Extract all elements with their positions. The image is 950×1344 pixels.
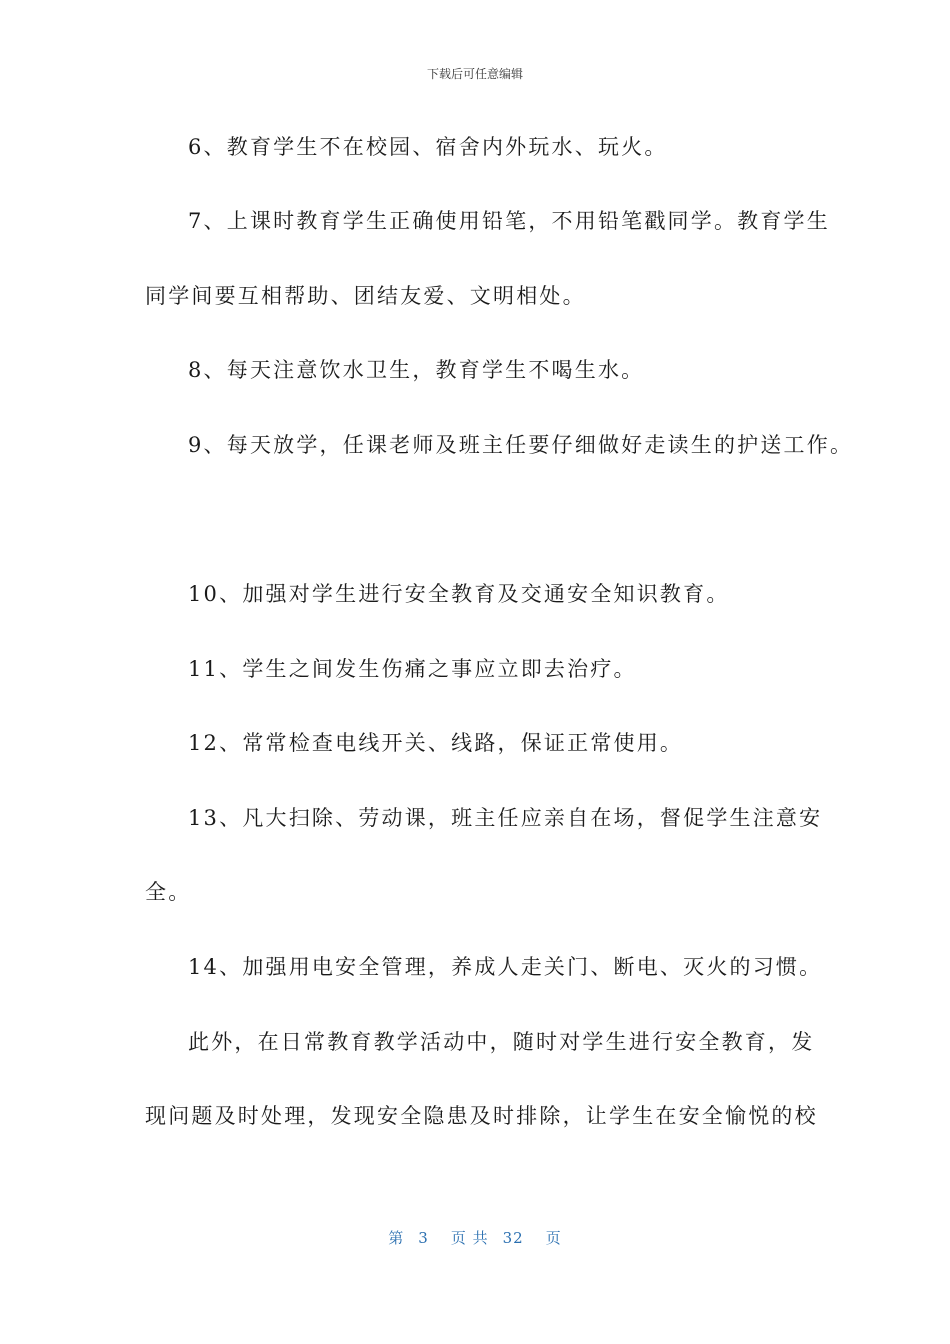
paragraph-line: 全。 xyxy=(145,880,192,904)
footer-middle: 页 共 xyxy=(450,1229,489,1247)
paragraph-line: 9、每天放学，任课老师及班主任要仔细做好走读生的护送工作。 xyxy=(188,433,854,457)
footer-suffix: 页 xyxy=(545,1229,562,1247)
footer-prefix: 第 xyxy=(388,1229,405,1247)
paragraph-line: 现问题及时处理，发现安全隐患及时排除，让学生在安全愉悦的校 xyxy=(145,1104,818,1128)
paragraph-line: 此外，在日常教育教学活动中，随时对学生进行安全教育，发 xyxy=(188,1030,815,1054)
paragraph-line: 10、加强对学生进行安全教育及交通安全知识教育。 xyxy=(188,582,730,606)
page-footer xyxy=(0,1228,950,1248)
paragraph-line: 14、加强用电安全管理，养成人走关门、断电、灭火的习惯。 xyxy=(188,955,823,979)
current-page-number: 3 xyxy=(418,1229,429,1247)
paragraph-line: 13、凡大扫除、劳动课，班主任应亲自在场，督促学生注意安 xyxy=(188,806,823,830)
paragraph-line: 6、教育学生不在校园、宿舍内外玩水、玩火。 xyxy=(188,135,668,159)
paragraph-line: 7、上课时教育学生正确使用铅笔，不用铅笔戳同学。教育学生 xyxy=(188,209,830,233)
paragraph-line: 12、常常检查电线开关、线路，保证正常使用。 xyxy=(188,731,684,755)
paragraph-line: 11、学生之间发生伤痛之事应立即去治疗。 xyxy=(188,657,637,681)
total-pages-number: 32 xyxy=(502,1229,524,1247)
paragraph-line: 同学间要互相帮助、团结友爱、文明相处。 xyxy=(145,284,586,308)
paragraph-line: 8、每天注意饮水卫生，教育学生不喝生水。 xyxy=(188,358,645,382)
page-header-note: 下载后可任意编辑 xyxy=(426,67,523,81)
